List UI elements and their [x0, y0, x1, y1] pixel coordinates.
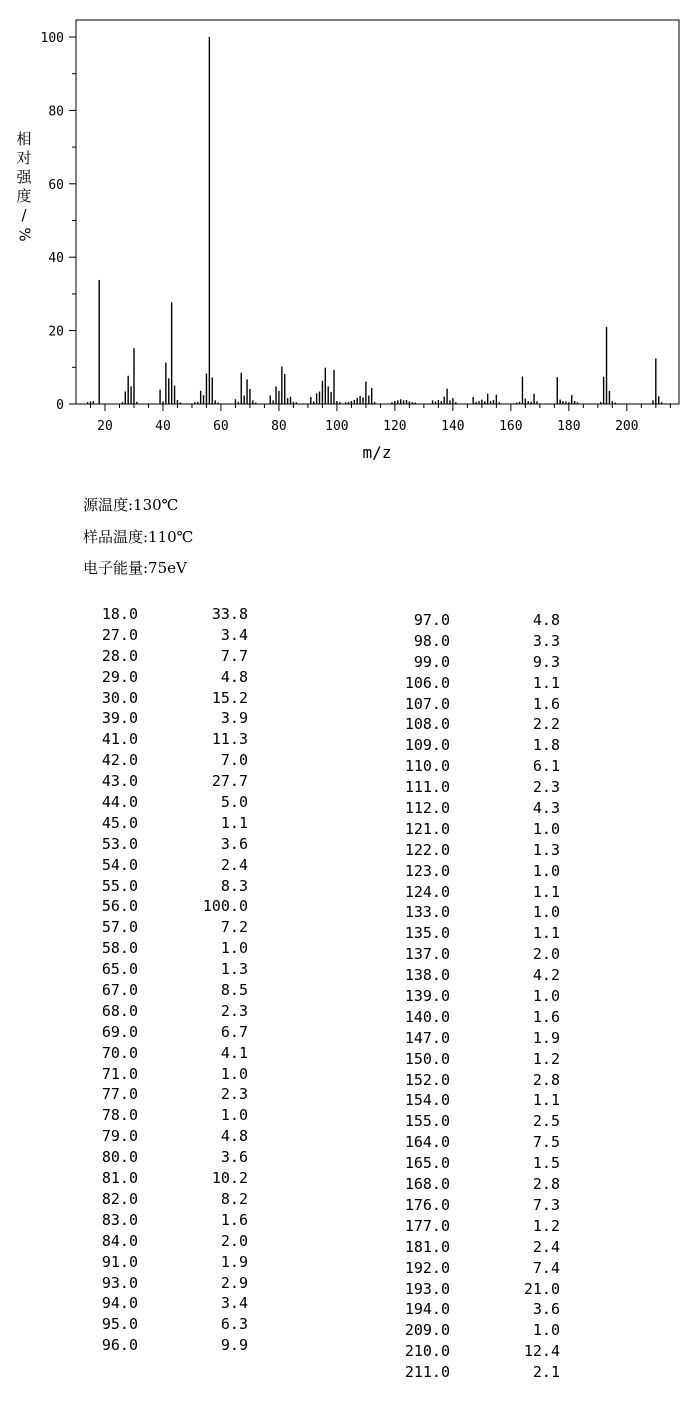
peak-row	[82, 1064, 248, 1085]
peak-row	[394, 1320, 560, 1341]
peak-row	[82, 959, 248, 980]
peak-abundance: 21.0	[523, 1279, 560, 1298]
peak-row	[394, 861, 560, 882]
peak-mz: 56.0	[101, 897, 138, 916]
peak-mz: 137.0	[404, 945, 450, 964]
peak-abundance: 8.2	[220, 1189, 248, 1208]
peak-abundance: 2.1	[532, 1363, 560, 1382]
peak-row	[394, 1216, 560, 1237]
peak-mz: 81.0	[101, 1169, 138, 1188]
peak-row	[82, 876, 248, 897]
peak-abundance: 1.1	[532, 882, 560, 901]
peak-abundance: 2.8	[532, 1175, 560, 1194]
peak-row	[82, 834, 248, 855]
peak-abundance: 3.6	[220, 1148, 248, 1167]
peak-abundance: 7.5	[532, 1133, 560, 1152]
peak-row	[394, 1153, 560, 1174]
peak-mz: 181.0	[404, 1237, 450, 1256]
peak-mz: 82.0	[101, 1189, 138, 1208]
peak-abundance: 1.0	[532, 987, 560, 1006]
peak-row	[82, 708, 248, 729]
peak-abundance: 2.0	[220, 1231, 248, 1250]
peak-abundance: 4.8	[220, 667, 248, 686]
peak-row	[82, 792, 248, 813]
peak-row	[82, 813, 248, 834]
peak-mz: 121.0	[404, 819, 450, 838]
peak-row	[394, 1007, 560, 1028]
peak-mz: 112.0	[404, 799, 450, 818]
peak-abundance: 1.0	[532, 861, 560, 880]
peak-mz: 155.0	[404, 1112, 450, 1131]
peak-row	[82, 1231, 248, 1252]
peak-abundance: 1.3	[532, 840, 560, 859]
x-tick-label: 40	[155, 419, 171, 434]
peak-mz: 77.0	[101, 1085, 138, 1104]
y-axis-label-char: 相	[16, 130, 32, 148]
peak-row	[394, 1362, 560, 1383]
peak-mz: 29.0	[101, 667, 138, 686]
peak-row	[394, 1195, 560, 1216]
peak-row	[394, 1279, 560, 1300]
peak-mz: 168.0	[404, 1175, 450, 1194]
peak-mz: 58.0	[101, 939, 138, 958]
peak-row	[394, 694, 560, 715]
y-tick-label: 60	[48, 177, 64, 193]
peak-abundance: 100.0	[202, 897, 248, 916]
peak-row	[394, 882, 560, 903]
peak-abundance: 15.2	[211, 688, 248, 707]
y-axis-label-char: %	[15, 227, 34, 242]
x-tick-label: 120	[383, 419, 407, 434]
peak-abundance: 1.3	[220, 960, 248, 979]
peak-abundance: 2.3	[220, 1085, 248, 1104]
peak-abundance: 1.1	[532, 1091, 560, 1110]
peak-abundance: 1.1	[220, 813, 248, 832]
peak-row	[82, 1210, 248, 1231]
peak-row	[82, 646, 248, 667]
peak-mz: 71.0	[101, 1064, 138, 1083]
x-tick-label: 100	[325, 419, 349, 434]
peak-abundance: 2.4	[220, 855, 248, 874]
peak-mz: 124.0	[404, 882, 450, 901]
peak-row	[82, 917, 248, 938]
x-tick-label: 160	[499, 419, 523, 434]
peak-row	[394, 1132, 560, 1153]
peak-abundance: 3.6	[532, 1300, 560, 1319]
peak-row	[394, 1070, 560, 1091]
peak-mz: 211.0	[404, 1363, 450, 1382]
peak-mz: 107.0	[404, 694, 450, 713]
y-tick-label: 0	[56, 398, 64, 413]
peak-mz: 39.0	[101, 709, 138, 728]
peak-mz: 154.0	[404, 1091, 450, 1110]
peak-mz: 135.0	[404, 924, 450, 943]
peak-row	[394, 673, 560, 694]
peak-mz: 67.0	[101, 981, 138, 1000]
peak-row	[394, 944, 560, 965]
peak-row	[394, 1049, 560, 1070]
peak-abundance: 2.2	[532, 715, 560, 734]
peak-mz: 18.0	[101, 605, 138, 623]
peak-row	[82, 688, 248, 709]
y-axis-label-char: /	[21, 206, 27, 224]
peak-abundance: 1.0	[532, 903, 560, 922]
peak-row	[82, 1001, 248, 1022]
peak-row	[394, 610, 560, 631]
peak-mz: 27.0	[101, 625, 138, 644]
peak-mz: 57.0	[101, 918, 138, 937]
sample-temperature: 样品温度:110℃	[83, 527, 194, 546]
peak-abundance: 4.8	[532, 611, 560, 629]
x-tick-label: 140	[441, 419, 465, 434]
peak-row	[394, 986, 560, 1007]
peak-abundance: 1.9	[220, 1252, 248, 1271]
peak-abundance: 3.9	[220, 709, 248, 728]
peak-row	[394, 652, 560, 673]
peak-mz: 139.0	[404, 987, 450, 1006]
peak-abundance: 1.6	[220, 1210, 248, 1229]
y-tick-label: 80	[48, 104, 64, 120]
peak-abundance: 1.1	[532, 673, 560, 692]
y-tick-label: 20	[48, 324, 64, 340]
peak-mz: 106.0	[404, 673, 450, 692]
peak-mz: 78.0	[101, 1106, 138, 1125]
peak-abundance: 9.3	[532, 652, 560, 671]
peak-mz: 140.0	[404, 1007, 450, 1026]
y-axis-ticks	[41, 31, 76, 413]
peak-mz: 79.0	[101, 1127, 138, 1146]
peak-mz: 65.0	[101, 960, 138, 979]
peak-row	[82, 1252, 248, 1273]
peak-table-left	[82, 604, 248, 1356]
peak-abundance: 3.4	[220, 625, 248, 644]
peak-abundance: 4.1	[220, 1043, 248, 1062]
peak-abundance: 6.7	[220, 1022, 248, 1041]
peak-mz: 93.0	[101, 1273, 138, 1292]
electron-energy: 电子能量:75eV	[83, 559, 187, 577]
peak-mz: 150.0	[404, 1049, 450, 1068]
peak-mz: 177.0	[404, 1216, 450, 1235]
peak-abundance: 6.3	[220, 1315, 248, 1334]
peak-abundance: 12.4	[523, 1342, 560, 1361]
peak-mz: 209.0	[404, 1321, 450, 1340]
peak-row	[82, 1084, 248, 1105]
peak-row	[82, 625, 248, 646]
y-axis-label-char: 对	[16, 149, 32, 167]
peak-row	[394, 756, 560, 777]
x-axis-ticks	[90, 404, 670, 434]
peak-row	[82, 1022, 248, 1043]
peak-mz: 68.0	[101, 1001, 138, 1020]
y-tick-label: 40	[48, 251, 64, 267]
peak-row	[82, 938, 248, 959]
peak-row	[394, 1341, 560, 1362]
y-tick-label: 100	[40, 31, 64, 46]
peak-mz: 147.0	[404, 1028, 450, 1047]
peak-row	[394, 965, 560, 986]
y-axis-label-char: 度	[16, 187, 32, 205]
peak-mz: 122.0	[404, 840, 450, 859]
peak-abundance: 7.3	[532, 1195, 560, 1214]
peak-abundance: 1.6	[532, 694, 560, 713]
x-tick-label: 80	[271, 419, 287, 434]
peak-row	[82, 604, 248, 625]
peak-abundance: 7.7	[220, 646, 248, 665]
peak-abundance: 2.4	[532, 1237, 560, 1256]
peak-row	[82, 980, 248, 1001]
peak-mz: 98.0	[413, 631, 450, 650]
peak-mz: 84.0	[101, 1231, 138, 1250]
peak-abundance: 2.8	[532, 1070, 560, 1089]
peak-row	[82, 896, 248, 917]
peak-abundance: 3.6	[220, 834, 248, 853]
peak-abundance: 4.2	[532, 966, 560, 985]
source-temperature: 源温度:130℃	[83, 496, 179, 514]
x-tick-label: 60	[213, 419, 229, 434]
peak-row	[394, 735, 560, 756]
x-axis-label: m/z	[362, 443, 392, 462]
peak-row	[82, 1126, 248, 1147]
peak-row	[394, 1111, 560, 1132]
peak-abundance: 33.8	[211, 605, 248, 623]
peak-abundance: 1.0	[220, 1106, 248, 1125]
peak-mz: 96.0	[101, 1336, 138, 1355]
peak-abundance: 1.9	[532, 1028, 560, 1047]
peak-row	[394, 1174, 560, 1195]
x-tick-label: 180	[557, 419, 581, 434]
peak-mz: 108.0	[404, 715, 450, 734]
peak-mz: 91.0	[101, 1252, 138, 1271]
peak-abundance: 1.0	[220, 939, 248, 958]
peak-row	[82, 1147, 248, 1168]
peak-abundance: 9.9	[220, 1336, 248, 1355]
plot-frame	[76, 20, 679, 404]
peak-mz: 94.0	[101, 1294, 138, 1313]
peak-abundance: 8.5	[220, 981, 248, 1000]
peak-mz: 54.0	[101, 855, 138, 874]
peak-abundance: 1.2	[532, 1049, 560, 1068]
peak-row	[82, 1043, 248, 1064]
y-axis-label	[14, 130, 34, 244]
peak-mz: 99.0	[413, 652, 450, 671]
peak-abundance: 7.2	[220, 918, 248, 937]
peak-abundance: 2.0	[532, 945, 560, 964]
peak-mz: 28.0	[101, 646, 138, 665]
peak-abundance: 5.0	[220, 793, 248, 812]
peak-mz: 110.0	[404, 757, 450, 776]
peak-row	[82, 1293, 248, 1314]
peak-mz: 53.0	[101, 834, 138, 853]
peak-abundance: 3.4	[220, 1294, 248, 1313]
peak-abundance: 8.3	[220, 876, 248, 895]
peak-mz: 69.0	[101, 1022, 138, 1041]
peak-abundance: 1.6	[532, 1007, 560, 1026]
peak-row	[394, 631, 560, 652]
peak-mz: 210.0	[404, 1342, 450, 1361]
peak-row	[394, 1028, 560, 1049]
peak-row	[82, 1335, 248, 1356]
peak-abundance: 4.8	[220, 1127, 248, 1146]
peak-mz: 164.0	[404, 1133, 450, 1152]
peak-abundance: 4.3	[532, 799, 560, 818]
peak-abundance: 2.3	[220, 1001, 248, 1020]
peak-abundance: 2.9	[220, 1273, 248, 1292]
peak-row	[82, 771, 248, 792]
peak-mz: 43.0	[101, 772, 138, 791]
peak-row	[394, 1090, 560, 1111]
peak-abundance: 1.0	[220, 1064, 248, 1083]
peak-row	[394, 777, 560, 798]
peak-row	[394, 923, 560, 944]
peak-mz: 70.0	[101, 1043, 138, 1062]
peak-mz: 97.0	[413, 611, 450, 629]
peak-mz: 133.0	[404, 903, 450, 922]
peak-mz: 192.0	[404, 1258, 450, 1277]
peak-row	[82, 667, 248, 688]
peak-row	[394, 798, 560, 819]
peak-row	[82, 1189, 248, 1210]
peak-row	[82, 1273, 248, 1294]
x-tick-label: 200	[615, 419, 639, 434]
measurement-conditions	[83, 492, 193, 587]
spectrum-peaks	[88, 37, 662, 404]
peak-mz: 30.0	[101, 688, 138, 707]
peak-mz: 165.0	[404, 1154, 450, 1173]
peak-abundance: 3.3	[532, 631, 560, 650]
peak-mz: 111.0	[404, 778, 450, 797]
y-axis-label-char: 强	[16, 168, 32, 186]
peak-abundance: 7.0	[220, 751, 248, 770]
peak-mz: 45.0	[101, 813, 138, 832]
peak-abundance: 7.4	[532, 1258, 560, 1277]
peak-mz: 138.0	[404, 966, 450, 985]
peak-row	[394, 1258, 560, 1279]
peak-mz: 80.0	[101, 1148, 138, 1167]
x-tick-label: 20	[97, 419, 113, 434]
peak-abundance: 1.1	[532, 924, 560, 943]
peak-abundance: 1.0	[532, 819, 560, 838]
peak-row	[82, 750, 248, 771]
peak-mz: 194.0	[404, 1300, 450, 1319]
peak-mz: 193.0	[404, 1279, 450, 1298]
peak-abundance: 1.2	[532, 1216, 560, 1235]
peak-row	[394, 902, 560, 923]
peak-mz: 42.0	[101, 751, 138, 770]
peak-mz: 152.0	[404, 1070, 450, 1089]
peak-abundance: 27.7	[211, 772, 248, 791]
peak-abundance: 2.3	[532, 778, 560, 797]
peak-row	[394, 1299, 560, 1320]
peak-mz: 95.0	[101, 1315, 138, 1334]
peak-mz: 83.0	[101, 1210, 138, 1229]
peak-mz: 55.0	[101, 876, 138, 895]
mass-spectrum-chart	[0, 0, 687, 470]
peak-table-right	[394, 610, 560, 1383]
peak-abundance: 11.3	[211, 730, 248, 749]
peak-mz: 176.0	[404, 1195, 450, 1214]
peak-row	[394, 819, 560, 840]
peak-mz: 44.0	[101, 793, 138, 812]
peak-row	[394, 840, 560, 861]
peak-row	[394, 1237, 560, 1258]
peak-mz: 41.0	[101, 730, 138, 749]
peak-row	[82, 855, 248, 876]
peak-abundance: 6.1	[532, 757, 560, 776]
peak-abundance: 1.0	[532, 1321, 560, 1340]
peak-row	[82, 1105, 248, 1126]
peak-abundance: 2.5	[532, 1112, 560, 1131]
peak-mz: 109.0	[404, 736, 450, 755]
peak-abundance: 1.8	[532, 736, 560, 755]
peak-row	[82, 729, 248, 750]
peak-row	[82, 1168, 248, 1189]
peak-mz: 123.0	[404, 861, 450, 880]
peak-row	[394, 714, 560, 735]
peak-abundance: 1.5	[532, 1154, 560, 1173]
peak-row	[82, 1314, 248, 1335]
peak-abundance: 10.2	[211, 1169, 248, 1188]
